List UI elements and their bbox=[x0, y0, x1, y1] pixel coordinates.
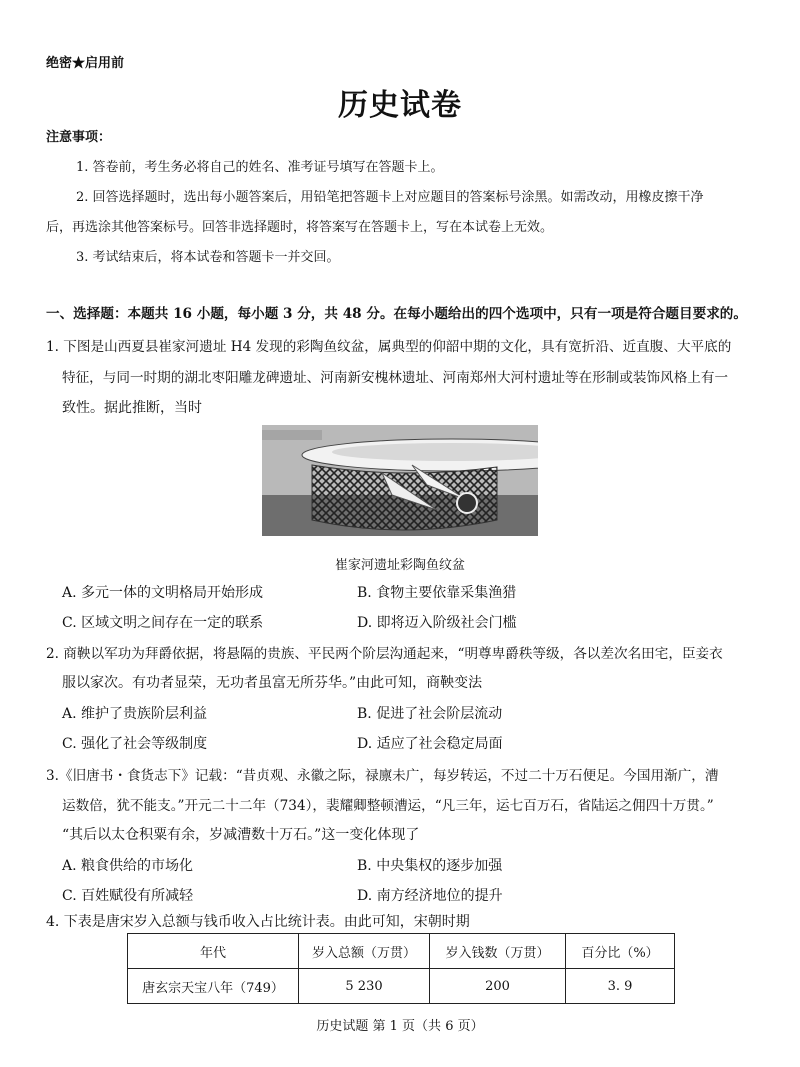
q2-option-c: C. 强化了社会等级制度 bbox=[62, 736, 208, 752]
q4-line-1: 4. 下表是唐宋岁入总额与钱币收入占比统计表。由此可知，宋朝时期 bbox=[46, 914, 470, 930]
q2-line-1: 2. 商鞅以军功为拜爵依据，将悬隔的贵族、平民两个阶层沟通起来，“明尊卑爵秩等级，各以差次名田宅，臣妾衣 bbox=[46, 646, 723, 662]
figure-caption: 崔家河遗址彩陶鱼纹盆 bbox=[334, 558, 465, 573]
table-cell: 3. 9 bbox=[566, 969, 675, 1004]
pottery-basin-image bbox=[262, 425, 538, 536]
page-title: 历史试卷 bbox=[338, 88, 462, 123]
q3-line-3: “其后以太仓积粟有余，岁减漕数十万石。”这一变化体现了 bbox=[62, 827, 420, 843]
q1-option-c: C. 区域文明之间存在一定的联系 bbox=[62, 615, 264, 631]
page-footer: 历史试题 第 1 页（共 6 页） bbox=[316, 1019, 484, 1034]
revenue-table bbox=[127, 933, 675, 1004]
table-header-row bbox=[128, 934, 675, 969]
q1-line-1: 1. 下图是山西夏县崔家河遗址 H4 发现的彩陶鱼纹盆，属典型的仰韶中期的文化，具有宽折沿、近直腹、大平底的 bbox=[46, 339, 732, 355]
q1-line-2: 特征，与同一时期的湖北枣阳雕龙碑遗址、河南新安槐林遗址、河南郑州大河村遗址等在形制或装饰风格上有一 bbox=[62, 370, 729, 386]
q2-option-b: B. 促进了社会阶层流动 bbox=[357, 706, 503, 722]
notice-line-1: 1. 答卷前，考生务必将自己的姓名、准考证号填写在答题卡上。 bbox=[76, 160, 444, 175]
secret-label: 绝密★启用前 bbox=[46, 56, 125, 71]
table-cell: 唐玄宗天宝八年（749） bbox=[128, 969, 299, 1004]
notice-line-3: 后，再选涂其他答案标号。回答非选择题时，将答案写在答题卡上，写在本试卷上无效。 bbox=[46, 220, 554, 235]
notice-line-4: 3. 考试结束后，将本试卷和答题卡一并交回。 bbox=[76, 250, 340, 265]
q3-option-d: D. 南方经济地位的提升 bbox=[357, 888, 503, 904]
table-header-cell: 百分比（%） bbox=[566, 934, 675, 969]
table-row bbox=[128, 969, 675, 1004]
table-header-cell: 岁入总额（万贯） bbox=[299, 934, 430, 969]
q3-line-2: 运数倍，犹不能支。”开元二十二年（734），裴耀卿整顿漕运，“凡三年，运七百万石，省陆运之佣四十万贯。” bbox=[62, 798, 714, 814]
table-header-cell: 年代 bbox=[128, 934, 299, 969]
table-cell: 200 bbox=[430, 969, 566, 1004]
q2-option-a: A. 维护了贵族阶层利益 bbox=[62, 706, 208, 722]
notice-line-2: 2. 回答选择题时，选出每小题答案后，用铅笔把答题卡上对应题目的答案标号涂黑。如需改动，用橡皮擦干净 bbox=[76, 190, 704, 205]
table-header-cell: 岁入钱数（万贯） bbox=[430, 934, 566, 969]
q1-option-a: A. 多元一体的文明格局开始形成 bbox=[62, 585, 264, 601]
notice-heading: 注意事项： bbox=[46, 130, 112, 145]
q2-option-d: D. 适应了社会稳定局面 bbox=[357, 736, 503, 752]
q3-option-b: B. 中央集权的逐步加强 bbox=[357, 858, 503, 874]
q3-option-a: A. 粮食供给的市场化 bbox=[62, 858, 194, 874]
q1-line-3: 致性。据此推断，当时 bbox=[62, 400, 202, 416]
table-cell: 5 230 bbox=[299, 969, 430, 1004]
q1-option-b: B. 食物主要依靠采集渔猎 bbox=[357, 585, 517, 601]
section-heading: 一、选择题：本题共 16 小题，每小题 3 分，共 48 分。在每小题给出的四个选项中，只有一项是符合题目要求的。 bbox=[46, 306, 747, 322]
q1-option-d: D. 即将迈入阶级社会门槛 bbox=[357, 615, 517, 631]
q2-line-2: 服以家次。有功者显荣，无功者虽富无所芬华。”由此可知，商鞅变法 bbox=[62, 675, 483, 691]
q3-line-1: 3.《旧唐书・食货志下》记载：“昔贞观、永徽之际，禄廪未广，每岁转运，不过二十万石便足。今国用渐广，漕 bbox=[46, 768, 719, 784]
q3-option-c: C. 百姓赋役有所减轻 bbox=[62, 888, 194, 904]
